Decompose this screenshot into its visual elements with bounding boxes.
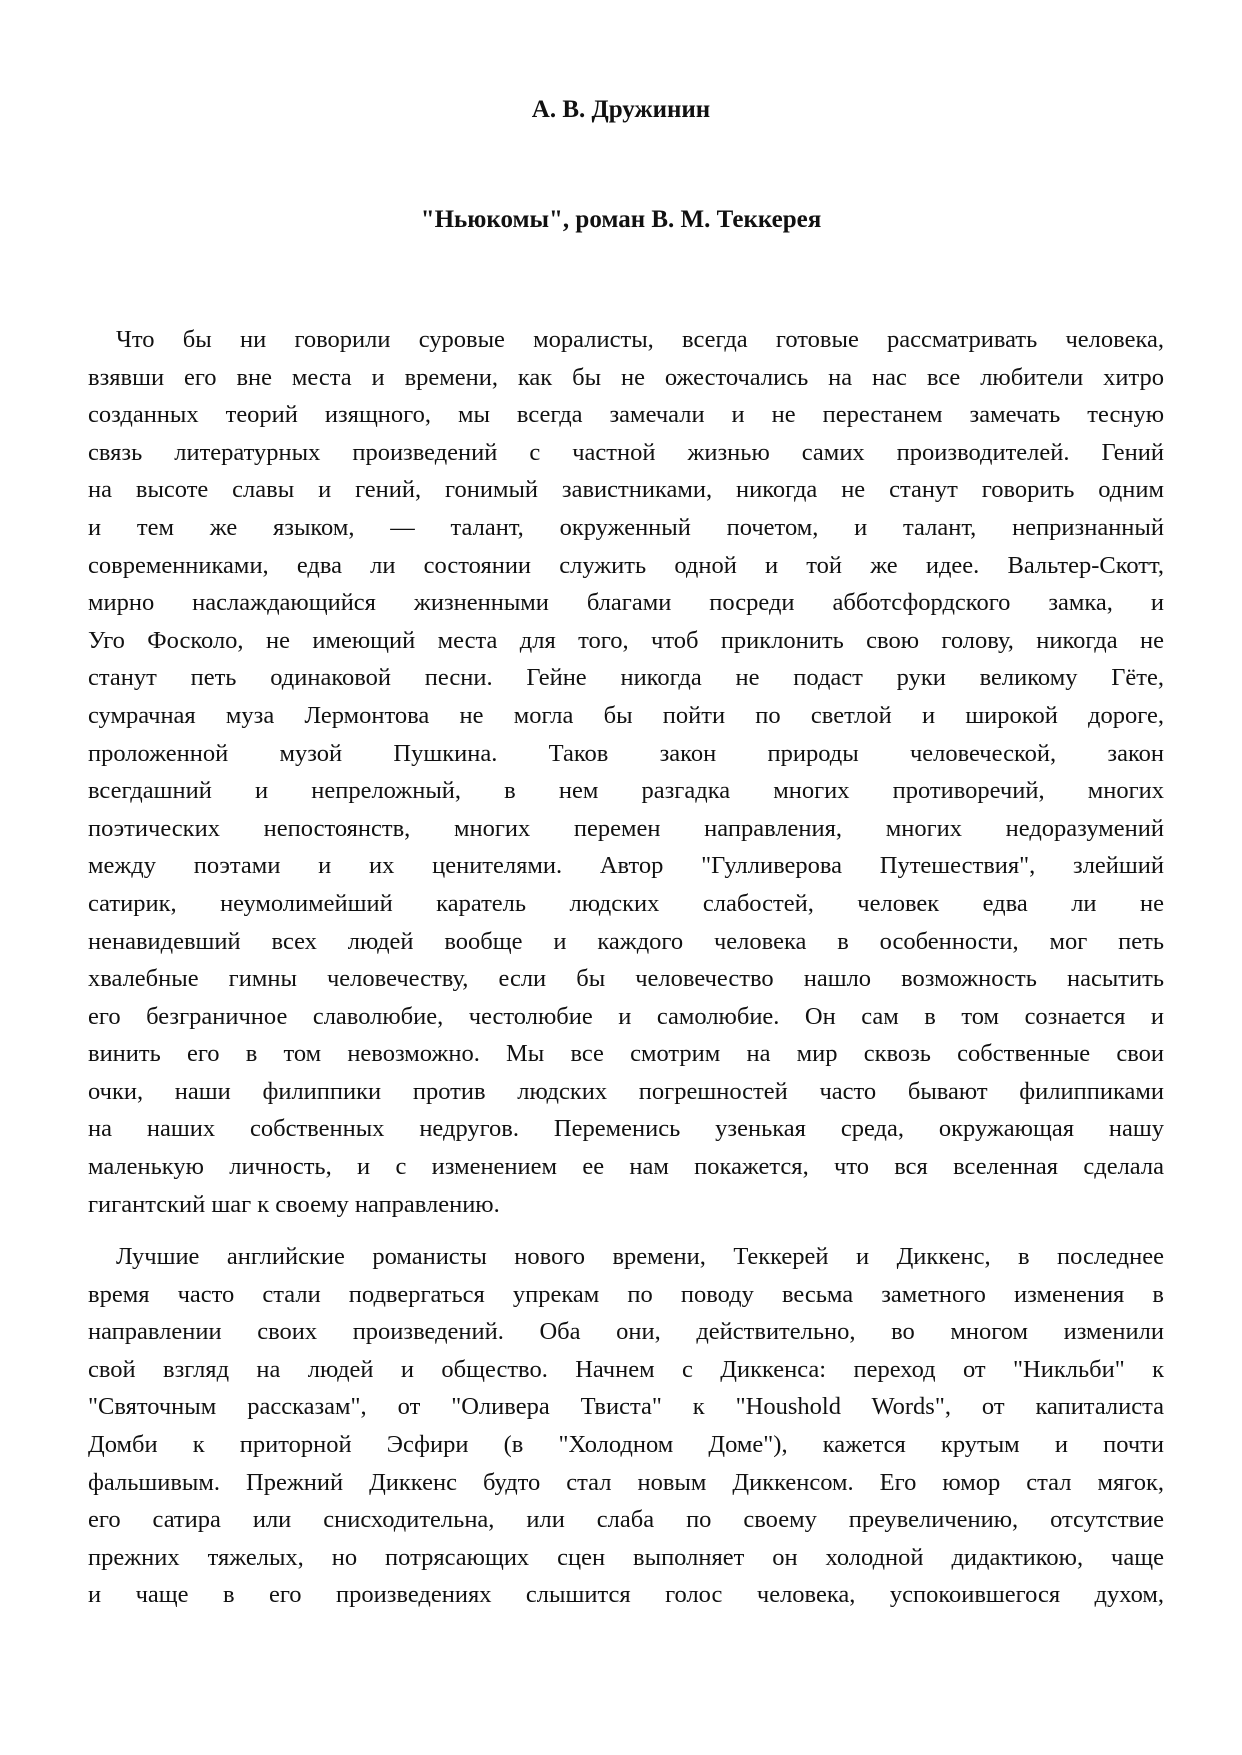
text-line: ненавидевший всех людей вообще и каждого человека в особенности, мог петь xyxy=(88,927,1164,955)
text-line: Уго Фосколо, не имеющий места для того, чтоб приклонить свою голову, никогда не xyxy=(88,626,1164,654)
text-line: свой взгляд на людей и общество. Начнем с Диккенса: переход от "Никльби" к xyxy=(88,1355,1164,1383)
text-line: Домби к приторной Эсфири (в "Холодном Доме"), кажется крутым и почти xyxy=(88,1430,1164,1458)
text-line: "Святочным рассказам", от "Оливера Твиста" к "Houshold Words", от капиталиста xyxy=(88,1393,1164,1421)
author-name: А. В. Дружинин xyxy=(531,96,711,123)
text-line: его сатира или снисходительна, или слаба по своему преувеличению, отсутствие xyxy=(88,1506,1164,1534)
text-line: время часто стали подвергаться упрекам по поводу весьма заметного изменения в xyxy=(88,1280,1164,1308)
text-line: созданных теорий изящного, мы всегда замечали и не перестанем замечать тесную xyxy=(88,401,1164,429)
text-line: на наших собственных недругов. Переменись узенькая среда, окружающая нашу xyxy=(88,1115,1164,1143)
text-line: связь литературных произведений с частной жизнью самих производителей. Гений xyxy=(88,438,1164,466)
paragraph-2 xyxy=(88,1238,1164,1614)
text-line: всегдашний и непреложный, в нем разгадка многих противоречий, многих xyxy=(88,777,1164,805)
paragraph-1 xyxy=(88,321,1164,1223)
text-line: и чаще в его произведениях слышится голос человека, успокоившегося духом, xyxy=(88,1581,1164,1609)
text-line: сумрачная муза Лермонтова не могла бы пойти по светлой и широкой дороге, xyxy=(88,701,1164,729)
text-line: фальшивым. Прежний Диккенс будто стал новым Диккенсом. Его юмор стал мягок, xyxy=(88,1468,1164,1496)
text-line: очки, наши филиппики против людских погрешностей часто бывают филиппиками xyxy=(88,1077,1164,1105)
text-line: прежних тяжелых, но потрясающих сцен выполняет он холодной дидактикою, чаще xyxy=(88,1543,1164,1571)
text-line: проложенной музой Пушкина. Таков закон природы человеческой, закон xyxy=(88,739,1164,767)
text-line: хвалебные гимны человечеству, если бы человечество нашло возможность насытить xyxy=(88,965,1164,993)
text-line: гигантский шаг к своему направлению. xyxy=(88,1190,500,1218)
article-title: "Ньюкомы", роман В. М. Теккерея xyxy=(420,206,822,233)
text-line: мирно наслаждающийся жизненными благами посреди абботсфордского замка, и xyxy=(88,589,1164,617)
text-line: Что бы ни говорили суровые моралисты, всегда готовые рассматривать человека, xyxy=(116,326,1164,353)
text-line: взявши его вне места и времени, как бы не ожесточались на нас все любители хитро xyxy=(88,363,1164,391)
text-line: между поэтами и их ценителями. Автор "Гулливерова Путешествия", злейший xyxy=(88,852,1164,880)
text-line: современниками, едва ли состоянии служить одной и той же идее. Вальтер-Скотт, xyxy=(88,551,1164,579)
text-line: на высоте славы и гений, гонимый завистниками, никогда не станут говорить одним xyxy=(88,476,1164,504)
text-line: и тем же языком, — талант, окруженный почетом, и талант, непризнанный xyxy=(88,513,1164,541)
text-line: маленькую личность, и с изменением ее нам покажется, что вся вселенная сделала xyxy=(88,1153,1164,1181)
text-line: винить его в том невозможно. Мы все смотрим на мир сквозь собственные свои xyxy=(88,1040,1164,1068)
text-line: направлении своих произведений. Оба они, действительно, во многом изменили xyxy=(88,1318,1164,1346)
text-line: его безграничное славолюбие, честолюбие и самолюбие. Он сам в том сознается и xyxy=(88,1002,1164,1030)
text-line: Лучшие английские романисты нового времени, Теккерей и Диккенс, в последнее xyxy=(116,1243,1164,1270)
text-line: поэтических непостоянств, многих перемен направления, многих недоразумений xyxy=(88,814,1164,842)
text-line: станут петь одинаковой песни. Гейне никогда не подаст руки великому Гёте, xyxy=(88,664,1164,692)
text-line: сатирик, неумолимейший каратель людских слабостей, человек едва ли не xyxy=(88,889,1164,917)
